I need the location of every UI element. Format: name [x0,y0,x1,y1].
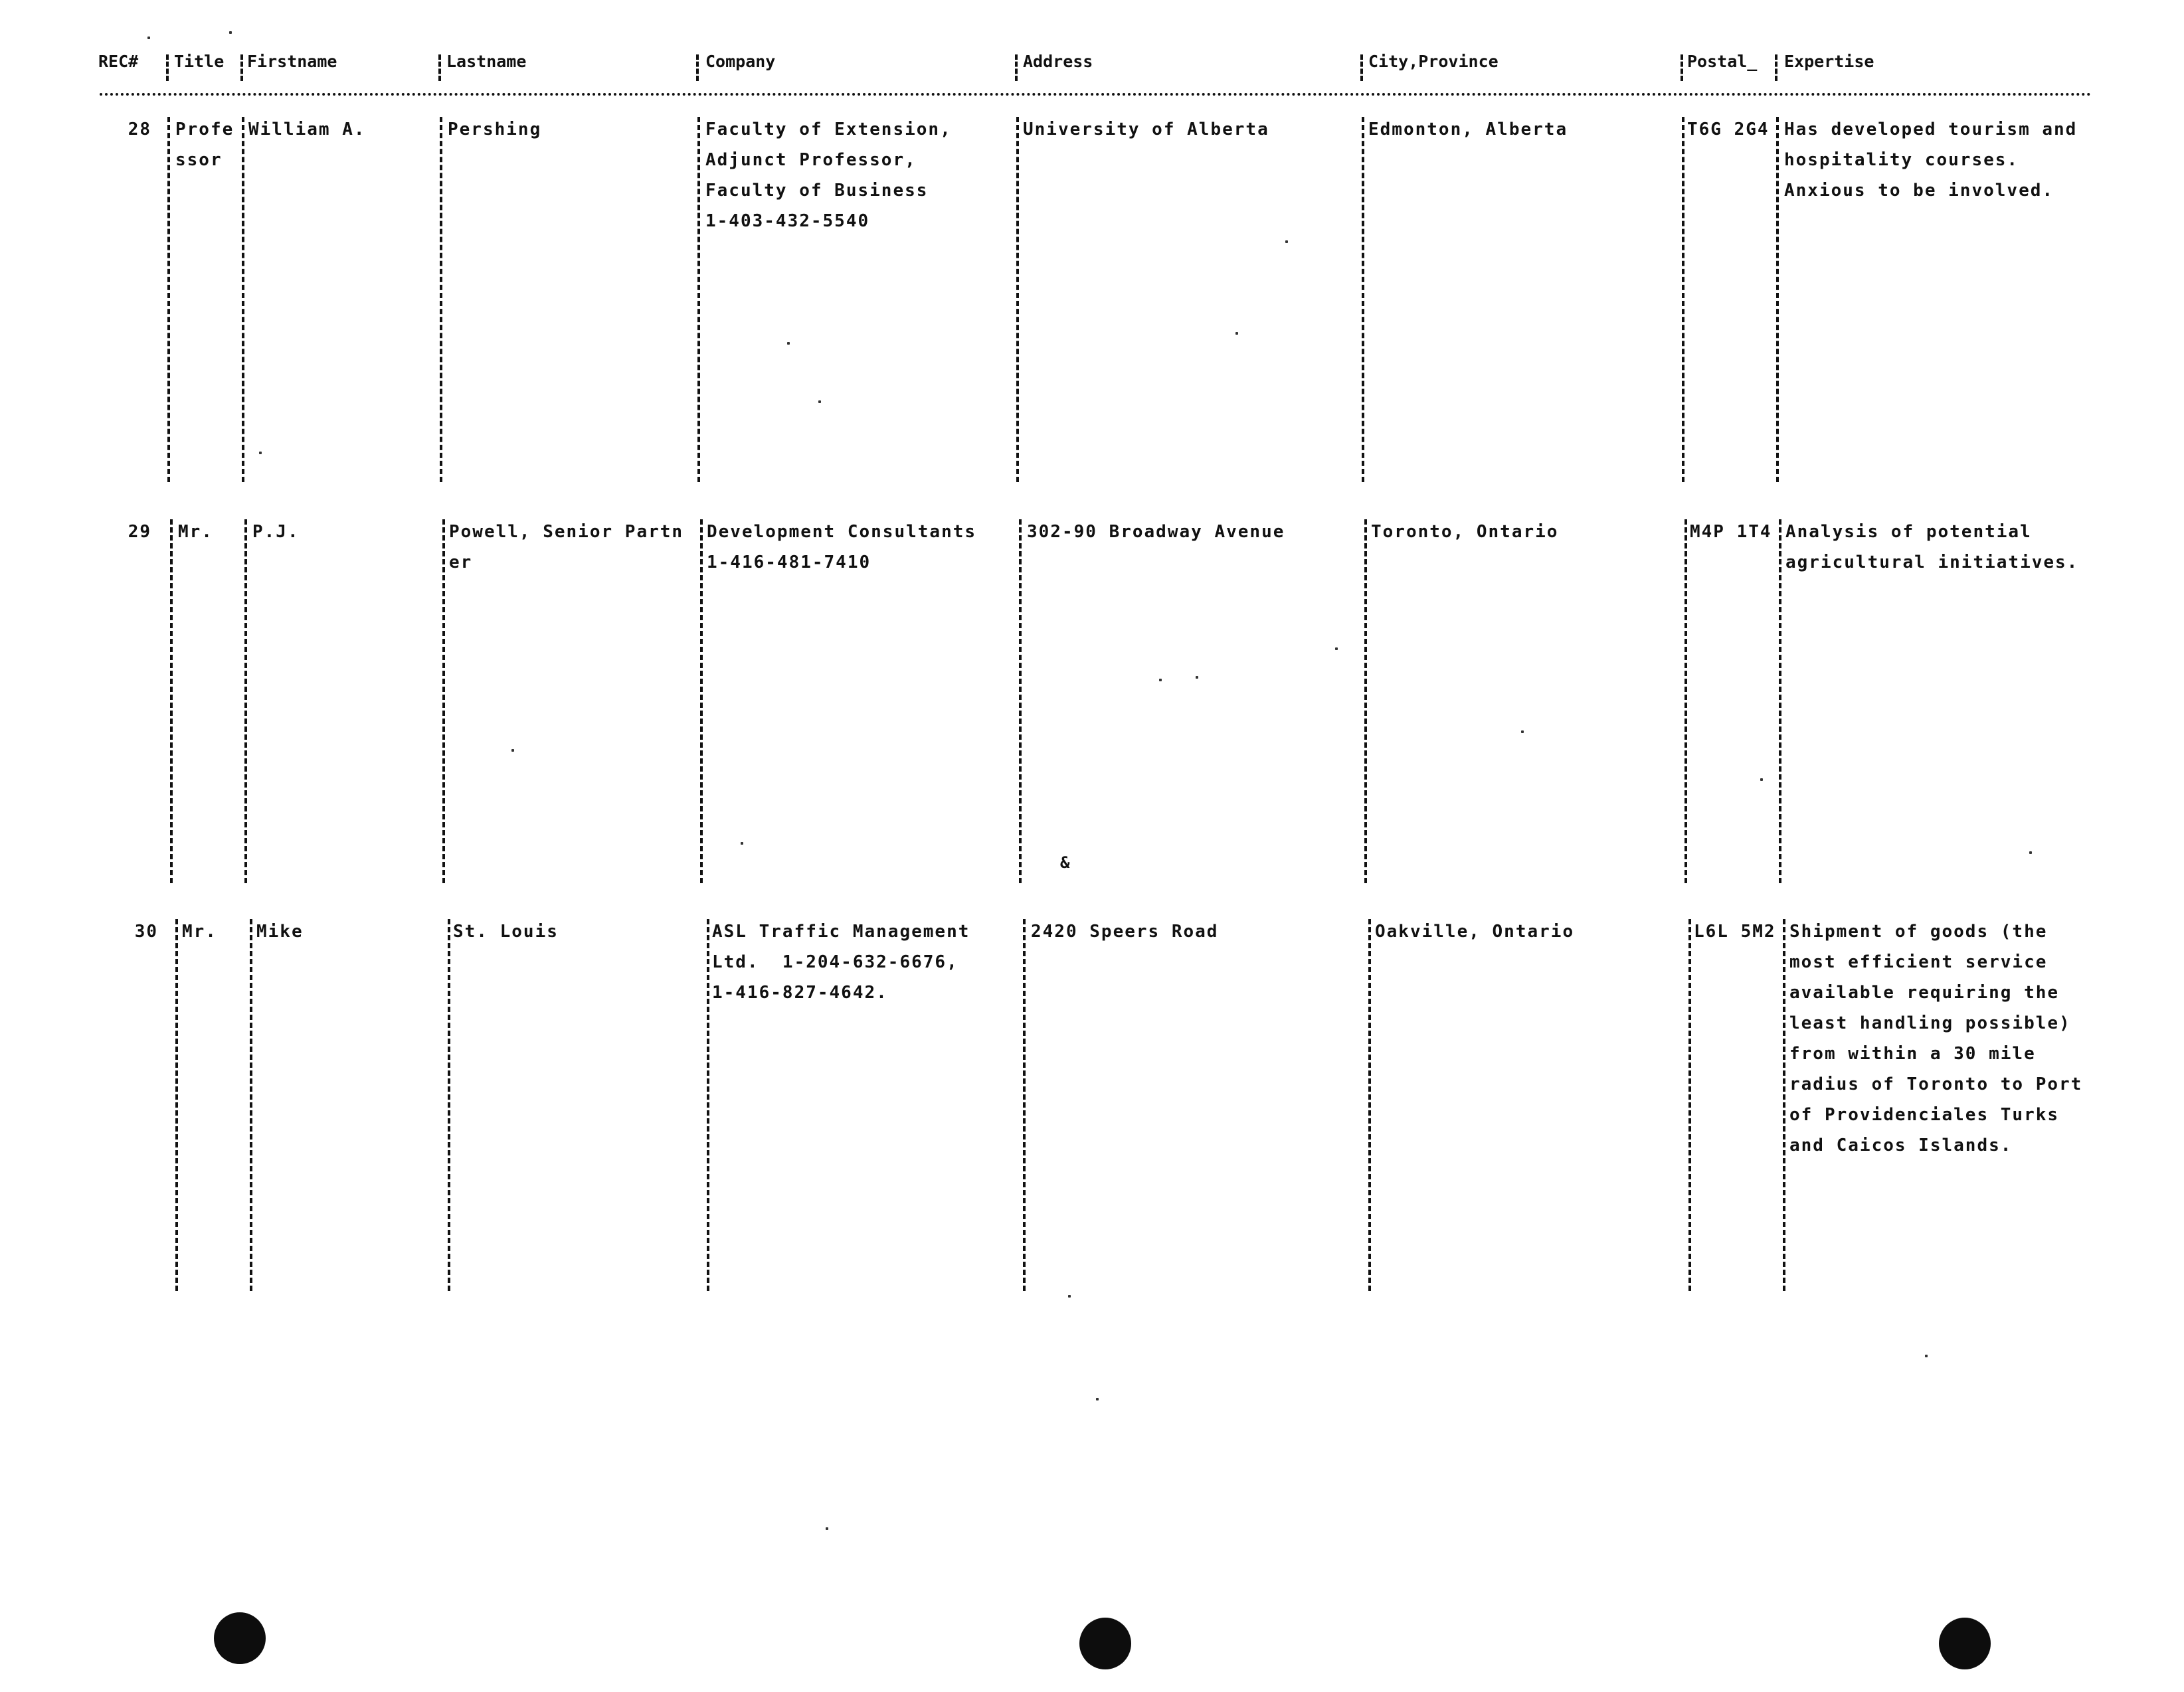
header-rec: REC# [98,52,139,71]
scan-speck [1096,1398,1099,1400]
scan-speck [826,1527,828,1530]
scan-speck [1068,1295,1071,1298]
column-separator [696,54,699,81]
column-separator [167,117,170,482]
column-separator [175,919,178,1291]
header-company: Company [705,52,776,71]
record-28-city: Edmonton, Alberta [1368,120,1568,139]
header-postal: Postal_ [1687,52,1758,71]
record-28-company: Faculty of Extension, Adjunct Professor, Faculty of Business 1-403-432-5540 [705,120,952,231]
column-separator [707,919,709,1291]
record-30-lastname: St. Louis [453,922,559,942]
record-30-firstname: Mike [256,922,304,942]
record-29-firstname: P.J. [252,522,300,542]
column-separator [448,919,450,1291]
record-30-company: ASL Traffic Management Ltd. 1-204-632-6676, 1-416-827-4642. [712,922,970,1003]
column-separator [1684,519,1687,883]
header-expertise: Expertise [1784,52,1874,71]
column-separator [1779,519,1781,883]
scan-speck [147,37,150,39]
record-29-postal: M4P 1T4 [1690,522,1772,542]
column-separator [1362,117,1364,482]
scan-speck [2029,851,2032,854]
scan-speck [1760,778,1763,781]
record-28-firstname: William A. [248,120,366,139]
scan-speck [787,342,790,345]
header-dotted-rule [100,93,2092,96]
punch-hole [1079,1618,1131,1669]
column-separator [166,54,169,81]
punch-hole [214,1612,266,1664]
header-firstname: Firstname [247,52,337,71]
scan-speck [511,749,514,752]
record-29-lastname: Powell, Senior Partn er [449,522,684,572]
column-separator [242,117,244,482]
column-separator [1368,919,1371,1291]
stray-ampersand-mark: & [1060,853,1071,872]
punch-hole [1939,1618,1991,1669]
scan-speck [259,452,262,454]
column-separator [1364,519,1367,883]
record-30-postal: L6L 5M2 [1694,922,1776,942]
column-separator [240,54,243,81]
column-separator [170,519,173,883]
scan-speck [1196,676,1198,679]
column-separator [1775,54,1777,81]
record-30-title: Mr. [182,922,217,942]
record-28-title: Profe ssor [175,120,234,170]
record-30-rec: 30 [134,922,158,942]
record-29-company: Development Consultants 1-416-481-7410 [707,522,977,572]
column-separator [438,54,441,81]
record-29-title: Mr. [178,522,213,542]
record-29-rec: 29 [128,522,151,542]
scan-speck [229,31,232,34]
record-30-city: Oakville, Ontario [1375,922,1575,942]
column-separator [1015,54,1018,81]
record-29-city: Toronto, Ontario [1371,522,1559,542]
column-separator [440,117,442,482]
record-30-address: 2420 Speers Road [1031,922,1219,942]
column-separator [1783,919,1785,1291]
record-29-address: 302-90 Broadway Avenue [1027,522,1285,542]
column-separator [697,117,700,482]
scan-speck [1285,240,1288,243]
scan-speck [1925,1355,1928,1357]
record-29-expertise: Analysis of potential agricultural initiatives. [1785,522,2079,572]
column-separator [442,519,445,883]
header-lastname: Lastname [446,52,527,71]
column-separator [1682,117,1684,482]
column-separator [1688,919,1691,1291]
scan-speck [1521,730,1524,733]
record-28-lastname: Pershing [448,120,542,139]
column-separator [1360,54,1363,81]
header-address: Address [1023,52,1093,71]
header-city: City,Province [1368,52,1499,71]
column-separator [700,519,703,883]
column-separator [1016,117,1019,482]
record-28-postal: T6G 2G4 [1687,120,1770,139]
column-separator [1776,117,1779,482]
scan-speck [818,400,821,403]
scan-speck [741,842,743,845]
scan-speck [1235,332,1238,335]
column-separator [244,519,247,883]
record-28-address: University of Alberta [1023,120,1269,139]
column-separator [250,919,252,1291]
record-28-rec: 28 [128,120,151,139]
scan-speck [1335,647,1338,650]
record-28-expertise: Has developed tourism and hospitality courses. Anxious to be involved. [1784,120,2078,201]
record-30-expertise: Shipment of goods (the most efficient service available requiring the least handling possible) from within a 30 mile radius of Toronto to Port of Providenciales Turks and Caicos Islands. [1789,922,2083,1155]
header-title: Title [174,52,225,71]
column-separator [1023,919,1026,1291]
scan-speck [1159,679,1162,681]
column-separator [1019,519,1022,883]
column-separator [1681,54,1683,81]
